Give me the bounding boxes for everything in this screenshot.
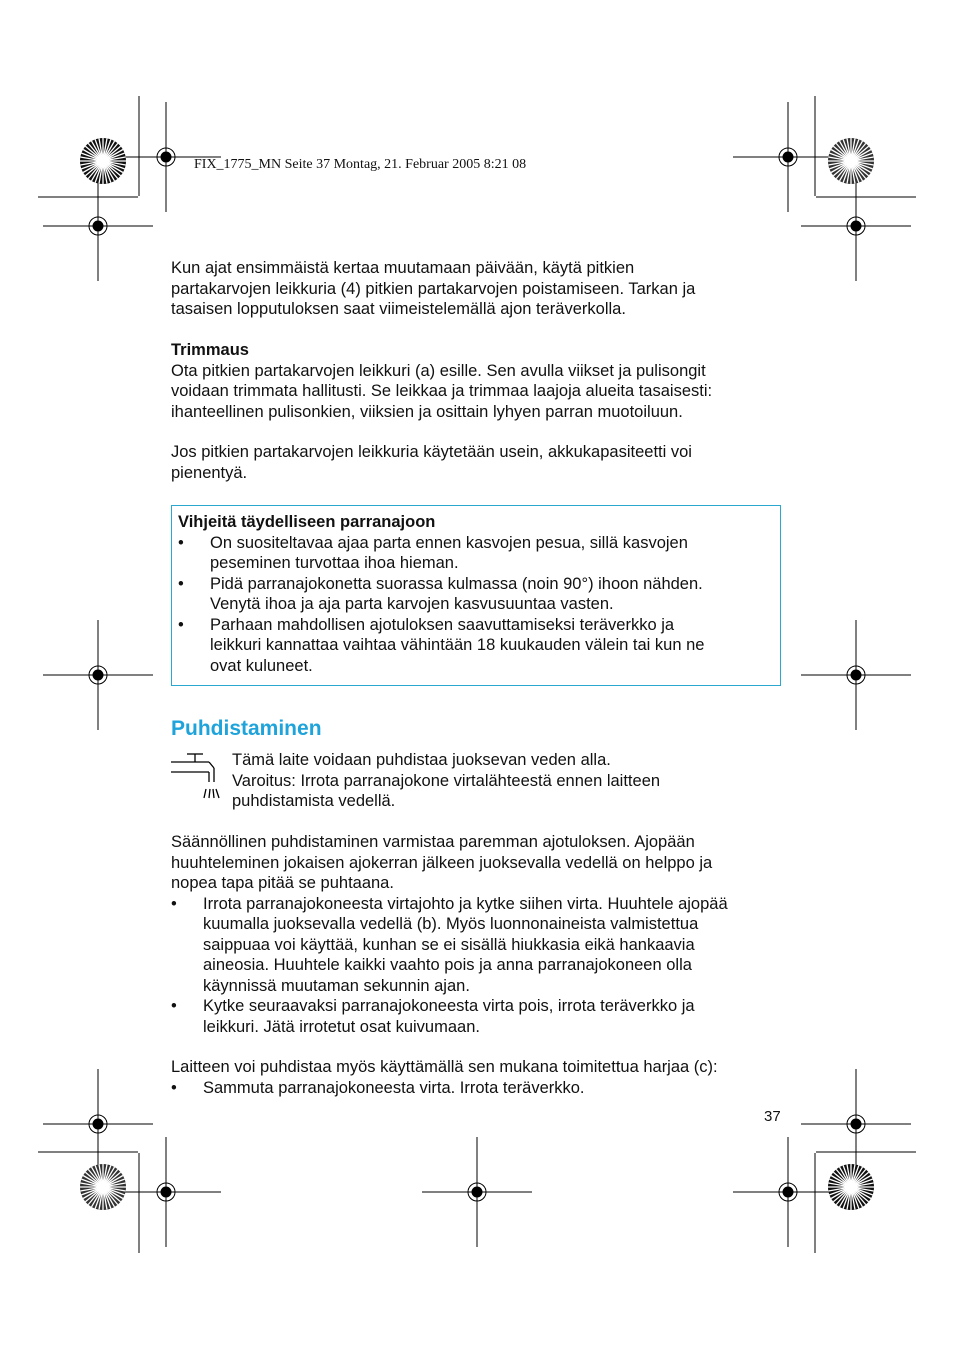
star-target-mark (828, 1164, 874, 1210)
text-line: nopea tapa pitää se puhtaana. (171, 874, 394, 892)
text-line: tasaisen lopputuloksen saat viimeistelemällä ajon teräverkolla. (171, 300, 626, 318)
brush-list (171, 1078, 791, 1099)
text-line: Kytke seuraavaksi parranajokoneesta virta pois, irrota teräverkko ja (203, 997, 695, 1015)
text-line: Pidä parranajokonetta suorassa kulmassa (noin 90°) ihoon nähden. (210, 574, 703, 593)
text-line: käynnissä muutaman sekunnin ajan. (203, 976, 470, 995)
text-line: Venytä ihoa ja aja parta karvojen kasvusuuntaa vasten. (210, 595, 614, 613)
tips-list (178, 533, 778, 677)
bullet: • (178, 574, 184, 593)
brush-paragraph (171, 1057, 791, 1078)
bullet: • (171, 997, 177, 1015)
bullet: • (171, 894, 177, 913)
text-line: huuhteleminen jokaisen ajokerran jälkeen juoksevalla vedellä on helppo ja (171, 853, 713, 872)
text-line: Ota pitkien partakarvojen leikkuri (a) esille. Sen avulla viikset ja pulisongit (171, 361, 706, 380)
text-line: Sammuta parranajokoneesta virta. Irrota teräverkko. (203, 1078, 585, 1097)
text-line: voidaan trimmata hallitusti. Se leikkaa ja trimmaa laajoja alueita tasaisesti: (171, 382, 713, 400)
print-slug: FIX_1775_MN Seite 37 Montag, 21. Februar 2005 8:21 08 (194, 157, 527, 172)
star-target-mark (80, 138, 126, 184)
registration-mark (733, 1137, 843, 1247)
text-line: partakarvojen leikkuria (4) pitkien partakarvojen poistamiseen. Tarkan ja (171, 279, 696, 298)
text-line: peseminen turvottaa ihoa hieman. (210, 554, 459, 572)
water-tap-icon (169, 752, 221, 802)
trim-title: Trimmaus (171, 341, 249, 359)
text-line: Varoitus: Irrota parranajokone virtalähteestä ennen laitteen (232, 771, 661, 790)
tips-title: Vihjeitä täydelliseen parranajoon (178, 513, 436, 531)
bullet: • (178, 615, 184, 634)
registration-mark (801, 1069, 911, 1179)
text-line: puhdistamista vedellä. (232, 792, 396, 810)
star-target-mark (80, 1164, 126, 1210)
list-item (171, 996, 791, 1037)
intro-paragraph (171, 258, 791, 320)
trim-section (171, 340, 791, 422)
list-item (178, 574, 778, 615)
registration-mark (801, 171, 911, 281)
tips-box (171, 505, 781, 686)
registration-mark (111, 1137, 221, 1247)
text-line: saippuaa voi käyttää, kunhan se ei sisällä hiukkasia eikä hankaavia (203, 935, 695, 954)
text-line: kuumalla juoksevalla vedellä (b). Myös luonnonaineista valmistettua (203, 915, 699, 933)
registration-mark (43, 171, 153, 281)
text-line: ihanteellinen pulisonkien, viiksien ja osittain lyhyen parran muotoiluun. (171, 402, 683, 421)
text-line: Kun ajat ensimmäistä kertaa muutamaan päivään, käytä pitkien (171, 259, 635, 277)
text-line: leikkuri. Jätä irrotetut osat kuivumaan. (203, 1017, 480, 1036)
cleaning-list (171, 894, 791, 1038)
water-note (232, 750, 792, 812)
section-heading: Puhdistaminen (171, 717, 322, 740)
text-line: Irrota parranajokoneesta virtajohto ja kytke siihen virta. Huuhtele ajopää (203, 894, 728, 913)
star-target-mark (828, 138, 874, 184)
text-line: Säännöllinen puhdistaminen varmistaa paremman ajotuloksen. Ajopään (171, 833, 695, 851)
registration-mark (422, 1137, 532, 1247)
registration-mark (801, 620, 911, 730)
text-line: Laitteen voi puhdistaa myös käyttämällä sen mukana toimitettua harjaa (c): (171, 1058, 718, 1076)
bullet: • (171, 1078, 177, 1097)
registration-mark (43, 620, 153, 730)
text-line: Parhaan mahdollisen ajotuloksen saavuttamiseksi teräverkko ja (210, 615, 675, 634)
text-line: On suositeltavaa ajaa parta ennen kasvojen pesua, sillä kasvojen (210, 533, 688, 552)
bullet: • (178, 533, 184, 552)
cleaning-paragraph (171, 832, 791, 894)
text-line: Tämä laite voidaan puhdistaa juoksevan veden alla. (232, 751, 611, 769)
text-line: pienentyä. (171, 463, 248, 482)
list-item (171, 894, 791, 997)
page-number: 37 (764, 1108, 781, 1125)
list-item (171, 1078, 791, 1099)
capacity-paragraph (171, 442, 791, 483)
text-line: leikkuri kannattaa vaihtaa vähintään 18 kuukauden välein tai kun ne (210, 636, 705, 654)
text-line: ovat kuluneet. (210, 656, 313, 675)
text-line: aineosia. Huuhtele kaikki vaahto pois ja anna parranajokoneen olla (203, 956, 692, 974)
list-item (178, 615, 778, 677)
list-item (178, 533, 778, 574)
text-line: Jos pitkien partakarvojen leikkuria käytetään usein, akkukapasiteetti voi (171, 443, 692, 461)
registration-mark (733, 102, 843, 212)
registration-mark (43, 1069, 153, 1179)
